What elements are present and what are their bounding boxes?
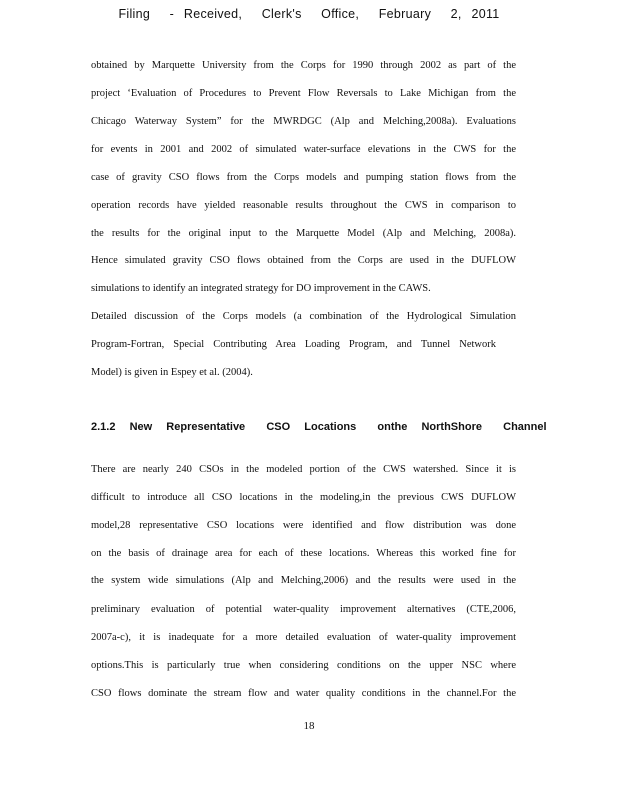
paragraph-line: CSO flows dominate the stream flow and water quality conditions in the channel.For the [91, 688, 516, 699]
paragraph-line: the results for the original input to the Marquette Model (Alp and Melching, 2008a). [91, 228, 516, 239]
paragraph-line: on the basis of drainage area for each of these locations. Whereas this worked fine for [91, 548, 516, 559]
paragraph-line: simulations to identify an integrated strategy for DO improvement in the CAWS. [91, 283, 431, 294]
paragraph-line: project ‘Evaluation of Procedures to Prevent Flow Reversals to Lake Michigan from the [91, 88, 516, 99]
filing-header: Filing - Received, Clerk's Office, February 2, 2011 [118, 7, 500, 21]
paragraph-line: There are nearly 240 CSOs in the modeled portion of the CWS watershed. Since it is [91, 464, 516, 475]
paragraph-line: Hence simulated gravity CSO flows obtained from the Corps are used in the DUFLOW [91, 255, 516, 266]
paragraph-line: obtained by Marquette University from the Corps for 1990 through 2002 as part of the [91, 60, 516, 71]
paragraph-line: 2007a-c), it is inadequate for a more detailed evaluation of water-quality improvement [91, 632, 516, 643]
paragraph-line: Detailed discussion of the Corps models (a combination of the Hydrological Simulation [91, 311, 516, 322]
paragraph-line: Program-Fortran, Special Contributing Area Loading Program, and Tunnel Network [91, 339, 496, 350]
paragraph-line: Chicago Waterway System” for the MWRDGC (Alp and Melching,2008a). Evaluations [91, 116, 516, 127]
paragraph-line: difficult to introduce all CSO locations in the modeling,in the previous CWS DUFLOW [91, 492, 516, 503]
paragraph-line: operation records have yielded reasonable results throughout the CWS in comparison to [91, 200, 516, 211]
paragraph-line: preliminary evaluation of potential water-quality improvement alternatives (CTE,2006, [91, 604, 516, 615]
paragraph-line: case of gravity CSO flows from the Corps models and pumping station flows from the [91, 172, 516, 183]
paragraph-line: options.This is particularly true when considering conditions on the upper NSC where [91, 660, 516, 671]
section-heading: 2.1.2 New Representative CSO Locations onthe NorthShore Channel [91, 421, 547, 433]
paragraph-line: the system wide simulations (Alp and Melching,2006) and the results were used in the [91, 575, 516, 586]
paragraph-line: Model) is given in Espey et al. (2004). [91, 367, 253, 378]
page-number: 18 [303, 720, 315, 732]
paragraph-line: model,28 representative CSO locations were identified and flow distribution was done [91, 520, 516, 531]
paragraph-line: for events in 2001 and 2002 of simulated water-surface elevations in the CWS for the [91, 144, 516, 155]
